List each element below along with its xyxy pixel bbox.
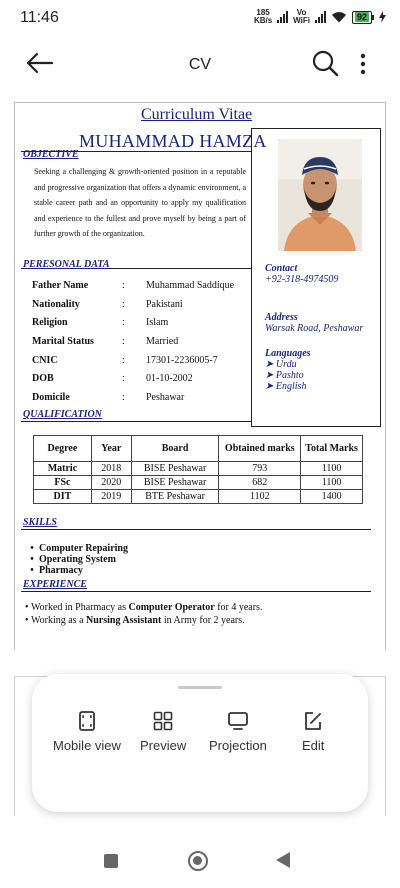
preview-grid-icon [152,710,174,732]
action-label: Mobile view [53,738,121,753]
table-cell: 793 [219,462,301,476]
table-cell: 2018 [91,462,131,476]
projection-icon [227,710,249,732]
address-value: Warsak Road, Peshawar [265,323,364,334]
candidate-name: MUHAMMAD HAMZA [79,131,267,151]
recent-apps-icon[interactable] [104,854,118,868]
languages-section [265,348,311,392]
qualification-table [33,435,363,504]
back-triangle-icon[interactable] [276,852,290,868]
more-options-button[interactable] [356,50,370,78]
network-speed: 185 KB/s [253,8,273,25]
signal-icon-2 [315,11,326,23]
language-item: ➤ Urdu [265,359,297,370]
contact-phone: +92-318-4974509 [265,274,339,285]
table-cell: 2019 [91,490,131,504]
cv-heading: Curriculum Vitae [141,106,253,123]
edit-button[interactable] [302,710,324,753]
action-label: Preview [140,738,187,753]
language-item: ➤ English [265,381,307,392]
table-cell: 1100 [301,476,363,490]
experience-item: • Worked in Pharmacy as Computer Operator for 4 years. [25,601,262,614]
wifi-icon [331,11,347,23]
experience-item: • Working as a Nursing Assistant in Army for 2 years. [25,614,262,627]
divider [21,421,251,422]
address-label: Address [265,312,298,323]
system-navigation-bar [0,840,400,888]
table-cell: 2020 [91,476,131,490]
table-row [34,490,363,504]
table-cell: BISE Peshawar [131,476,219,490]
view-options-sheet [32,674,368,812]
table-cell: FSc [34,476,92,490]
signal-icon [277,11,288,23]
status-time: 11:46 [20,9,59,26]
mobile-view-button[interactable] [53,710,121,753]
more-vertical-icon [356,50,370,78]
contact-label: Contact [265,263,298,274]
home-icon[interactable] [188,851,208,871]
table-cell: BTE Peshawar [131,490,219,504]
table-header: Board [131,436,219,462]
languages-label: Languages [265,348,311,359]
preview-button[interactable] [140,710,186,753]
table-header: Degree [34,436,92,462]
status-icons [254,9,386,25]
contact-section [265,263,338,285]
projection-button[interactable] [209,710,267,753]
objective-text: Seeking a challenging & growth-oriented position in a reputable and progressive organization that offers a dynamic environment, a stable career path and an opportunity to apply my qualification and experience to the fullest and prove myself by being a part of further growth of the organization. [34,167,246,238]
skill-item: • Pharmacy [25,565,128,576]
table-cell: 1400 [301,490,363,504]
charging-icon [379,11,386,23]
profile-photo [278,139,362,251]
search-icon [310,48,340,78]
vowifi-indicator: Vo WiFi [293,8,310,25]
skills-list [25,543,128,576]
table-cell: Matric [34,462,92,476]
table-cell: 1100 [301,462,363,476]
search-button[interactable] [310,48,340,78]
table-header-row [34,436,363,462]
table-row [34,462,363,476]
skill-item: • Operating System [25,554,128,565]
qualification-title: QUALIFICATION [23,409,102,420]
experience-list [25,601,262,627]
personal-data-title: PERESONAL DATA [23,259,110,270]
address-section [265,312,363,334]
table-cell: BISE Peshawar [131,462,219,476]
battery-level: 92 [356,12,367,22]
table-header: Obtained marks [219,436,301,462]
objective-title: OBJECTIVE [23,149,79,160]
status-bar [0,0,400,36]
language-item: ➤ Pashto [265,370,304,381]
skills-title: SKILLS [23,517,57,528]
table-cell: 682 [219,476,301,490]
experience-title: EXPERIENCE [23,579,87,590]
action-label: Projection [209,738,267,753]
person-photo-icon [278,139,362,251]
table-header: Total Marks [301,436,363,462]
profile-sidebar-box [251,128,381,427]
table-cell: 1102 [219,490,301,504]
action-label: Edit [302,738,325,753]
divider [21,529,371,530]
app-bar [0,40,400,88]
document-title: CV [188,56,212,73]
table-row [34,476,363,490]
cv-document-page[interactable]: Curriculum Vitae MUHAMMAD HAMZA OBJECTIVE Seeking a challenging & growth-oriented position in a reputable and progressive organization that offers a dynamic environment, a stable career path and an opportunity to apply my qualification and experience to the fullest and prove myself by being a part of further growth of the organization. PERESONAL DATA Father Name : Muhammad Saddique Nationality : Pakistani Religion : Islam Marital Status : Married CNIC : 17301-2236005-7 DOB : 01-10-2002 Domicile : Peshawar Contact +92-318-4974509 Address Warsak Road, Peshawar Languages ➤ Urdu ➤ Pashto ➤ English QUALIFICATION Degree Year Board Obtained marks Total Marks Matric 2018 BISE Peshawar 793 1100 FSc 2020 BISE Peshawar 682 1100 DIT 2019 BTE Peshawar 1102 1400 SKILLS • Computer Repairing • Operating System • Pharmacy EXPERIENCE • Worked in Pharmacy as Computer Operator for 4 years. • Working as a Nursing Assistant in Army for 2 years. [14,102,386,650]
divider [21,591,371,592]
mobile-view-icon [76,710,98,732]
skill-item: • Computer Repairing [25,543,128,554]
edit-icon [302,710,324,732]
battery-icon [352,11,374,24]
table-cell: DIT [34,490,92,504]
sheet-drag-handle[interactable] [178,686,222,689]
table-header: Year [91,436,131,462]
